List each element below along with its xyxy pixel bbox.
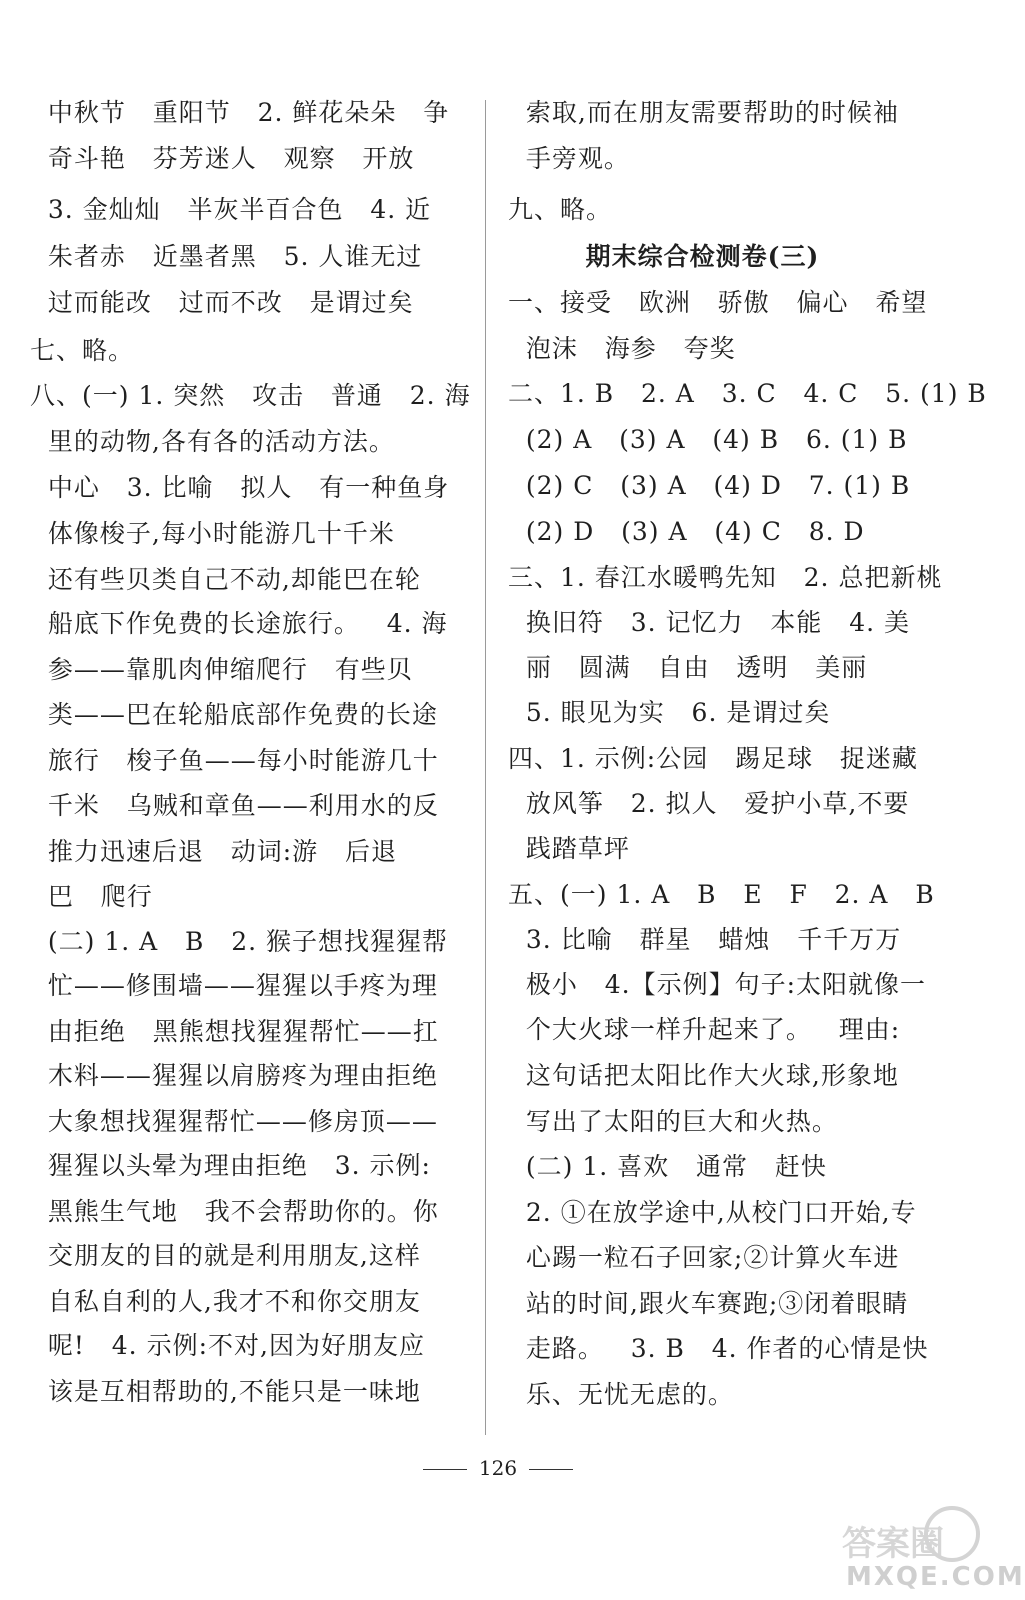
left-answer-line: 体像梭子,每小时能游几十千米: [30, 519, 395, 548]
right-answer-line: 走路。 3. B 4. 作者的心情是快: [508, 1334, 929, 1363]
left-answer-line: 千米 乌贼和章鱼——利用水的反: [30, 791, 439, 820]
right-answer-line: (2) A (3) A (4) B 6. (1) B: [508, 425, 908, 454]
right-answer-line: 心踢一粒石子回家;②计算火车进: [508, 1243, 900, 1272]
page-number-dash-right: [529, 1469, 573, 1470]
left-answer-line: (二) 1. A B 2. 猴子想找猩猩帮: [30, 927, 449, 956]
left-answer-line: 由拒绝 黑熊想找猩猩帮忙——扛: [30, 1017, 439, 1046]
right-answer-line: (2) C (3) A (4) D 7. (1) B: [508, 471, 911, 500]
right-answer-line: 这句话把太阳比作大火球,形象地: [508, 1061, 899, 1090]
left-answer-line: 该是互相帮助的,不能只是一味地: [30, 1377, 421, 1406]
watermark-circle-icon: [924, 1506, 980, 1562]
left-answer-line: 呢! 4. 示例:不对,因为好朋友应: [30, 1331, 425, 1360]
left-answer-line: 大象想找猩猩帮忙——修房顶——: [30, 1107, 438, 1136]
right-answer-line: 丽 圆满 自由 透明 美丽: [508, 653, 868, 682]
left-answer-line: 还有些贝类自己不动,却能巴在轮: [30, 565, 421, 594]
right-answer-line: 二、1. B 2. A 3. C 4. C 5. (1) B: [508, 379, 987, 408]
page-number: [0, 1455, 996, 1481]
right-answer-line: 索取,而在朋友需要帮助的时候袖: [508, 98, 899, 127]
right-answer-line: 个大火球一样升起来了。 理由:: [508, 1015, 901, 1044]
right-answer-line: 手旁观。: [508, 144, 630, 173]
right-answer-line: 极小 4.【示例】句子:太阳就像一: [508, 970, 927, 999]
right-answer-line: 换旧符 3. 记忆力 本能 4. 美: [508, 608, 911, 637]
left-answer-line: 里的动物,各有各的活动方法。: [30, 427, 395, 456]
left-answer-line: 忙——修围墙——猩猩以手疼为理: [30, 971, 438, 1000]
right-answer-line: 一、接受 欧洲 骄傲 偏心 希望: [508, 288, 928, 317]
left-answer-line: 船底下作免费的长途旅行。 4. 海: [30, 609, 448, 638]
watermark-cn-text: 答案圈: [842, 1524, 944, 1564]
left-answer-line: 参——靠肌肉伸缩爬行 有些贝: [30, 655, 413, 684]
left-answer-line: 巴 爬行: [30, 882, 153, 911]
right-answer-line: (2) D (3) A (4) C 8. D: [508, 517, 865, 546]
right-answer-line: 践踏草坪: [508, 834, 630, 863]
right-answer-line: 写出了太阳的巨大和火热。: [508, 1107, 838, 1136]
left-answer-line: 自私自利的人,我才不和你交朋友: [30, 1287, 421, 1316]
right-answer-line: 泡沫 海参 夸奖: [508, 334, 736, 363]
page-number-text: 126: [478, 1456, 518, 1480]
left-answer-line: 黑熊生气地 我不会帮助你的。你: [30, 1197, 439, 1226]
right-answer-line: 期末综合检测卷(三): [508, 242, 820, 271]
right-answer-line: 放风筝 2. 拟人 爱护小草,不要: [508, 789, 910, 818]
right-answer-line: 站的时间,跟火车赛跑;③闭着眼睛: [508, 1289, 909, 1318]
left-answer-line: 奇斗艳 芬芳迷人 观察 开放: [30, 144, 415, 173]
left-answer-line: 类——巴在轮船底部作免费的长途: [30, 700, 438, 729]
right-answer-line: 九、略。: [508, 195, 613, 224]
left-answer-line: 3. 金灿灿 半灰半百合色 4. 近: [30, 195, 432, 224]
left-answer-line: 朱者赤 近墨者黑 5. 人谁无过: [30, 242, 423, 271]
left-answer-line: 七、略。: [30, 336, 135, 365]
watermark-logo: [836, 1502, 1025, 1592]
left-answer-line: 推力迅速后退 动词:游 后退: [30, 837, 397, 866]
left-answer-line: 过而能改 过而不改 是谓过矣: [30, 288, 414, 317]
page-number-dash-left: [423, 1469, 467, 1470]
right-answer-line: 2. ①在放学途中,从校门口开始,专: [508, 1198, 917, 1227]
right-answer-line: 乐、无忧无虑的。: [508, 1380, 734, 1409]
left-answer-line: 旅行 梭子鱼——每小时能游几十: [30, 746, 439, 775]
column-divider: [485, 100, 486, 1435]
watermark-text: MXQE.COM: [846, 1562, 1025, 1592]
right-answer-line: 三、1. 春江水暖鸭先知 2. 总把新桃: [508, 563, 943, 592]
right-answer-line: 五、(一) 1. A B E F 2. A B: [508, 880, 935, 909]
right-answer-line: 3. 比喻 群星 蜡烛 千千万万: [508, 925, 902, 954]
left-answer-line: 中秋节 重阳节 2. 鲜花朵朵 争: [30, 98, 450, 127]
left-answer-line: 中心 3. 比喻 拟人 有一种鱼身: [30, 473, 450, 502]
left-answer-line: 八、(一) 1. 突然 攻击 普通 2. 海: [30, 381, 471, 410]
left-answer-line: 猩猩以头晕为理由拒绝 3. 示例:: [30, 1151, 431, 1180]
right-answer-line: 5. 眼见为实 6. 是谓过矣: [508, 698, 831, 727]
right-answer-line: (二) 1. 喜欢 通常 赶快: [508, 1152, 827, 1181]
left-answer-line: 木料——猩猩以肩膀疼为理由拒绝: [30, 1061, 438, 1090]
left-answer-line: 交朋友的目的就是利用朋友,这样: [30, 1241, 421, 1270]
right-answer-line: 四、1. 示例:公园 踢足球 捉迷藏: [508, 744, 918, 773]
